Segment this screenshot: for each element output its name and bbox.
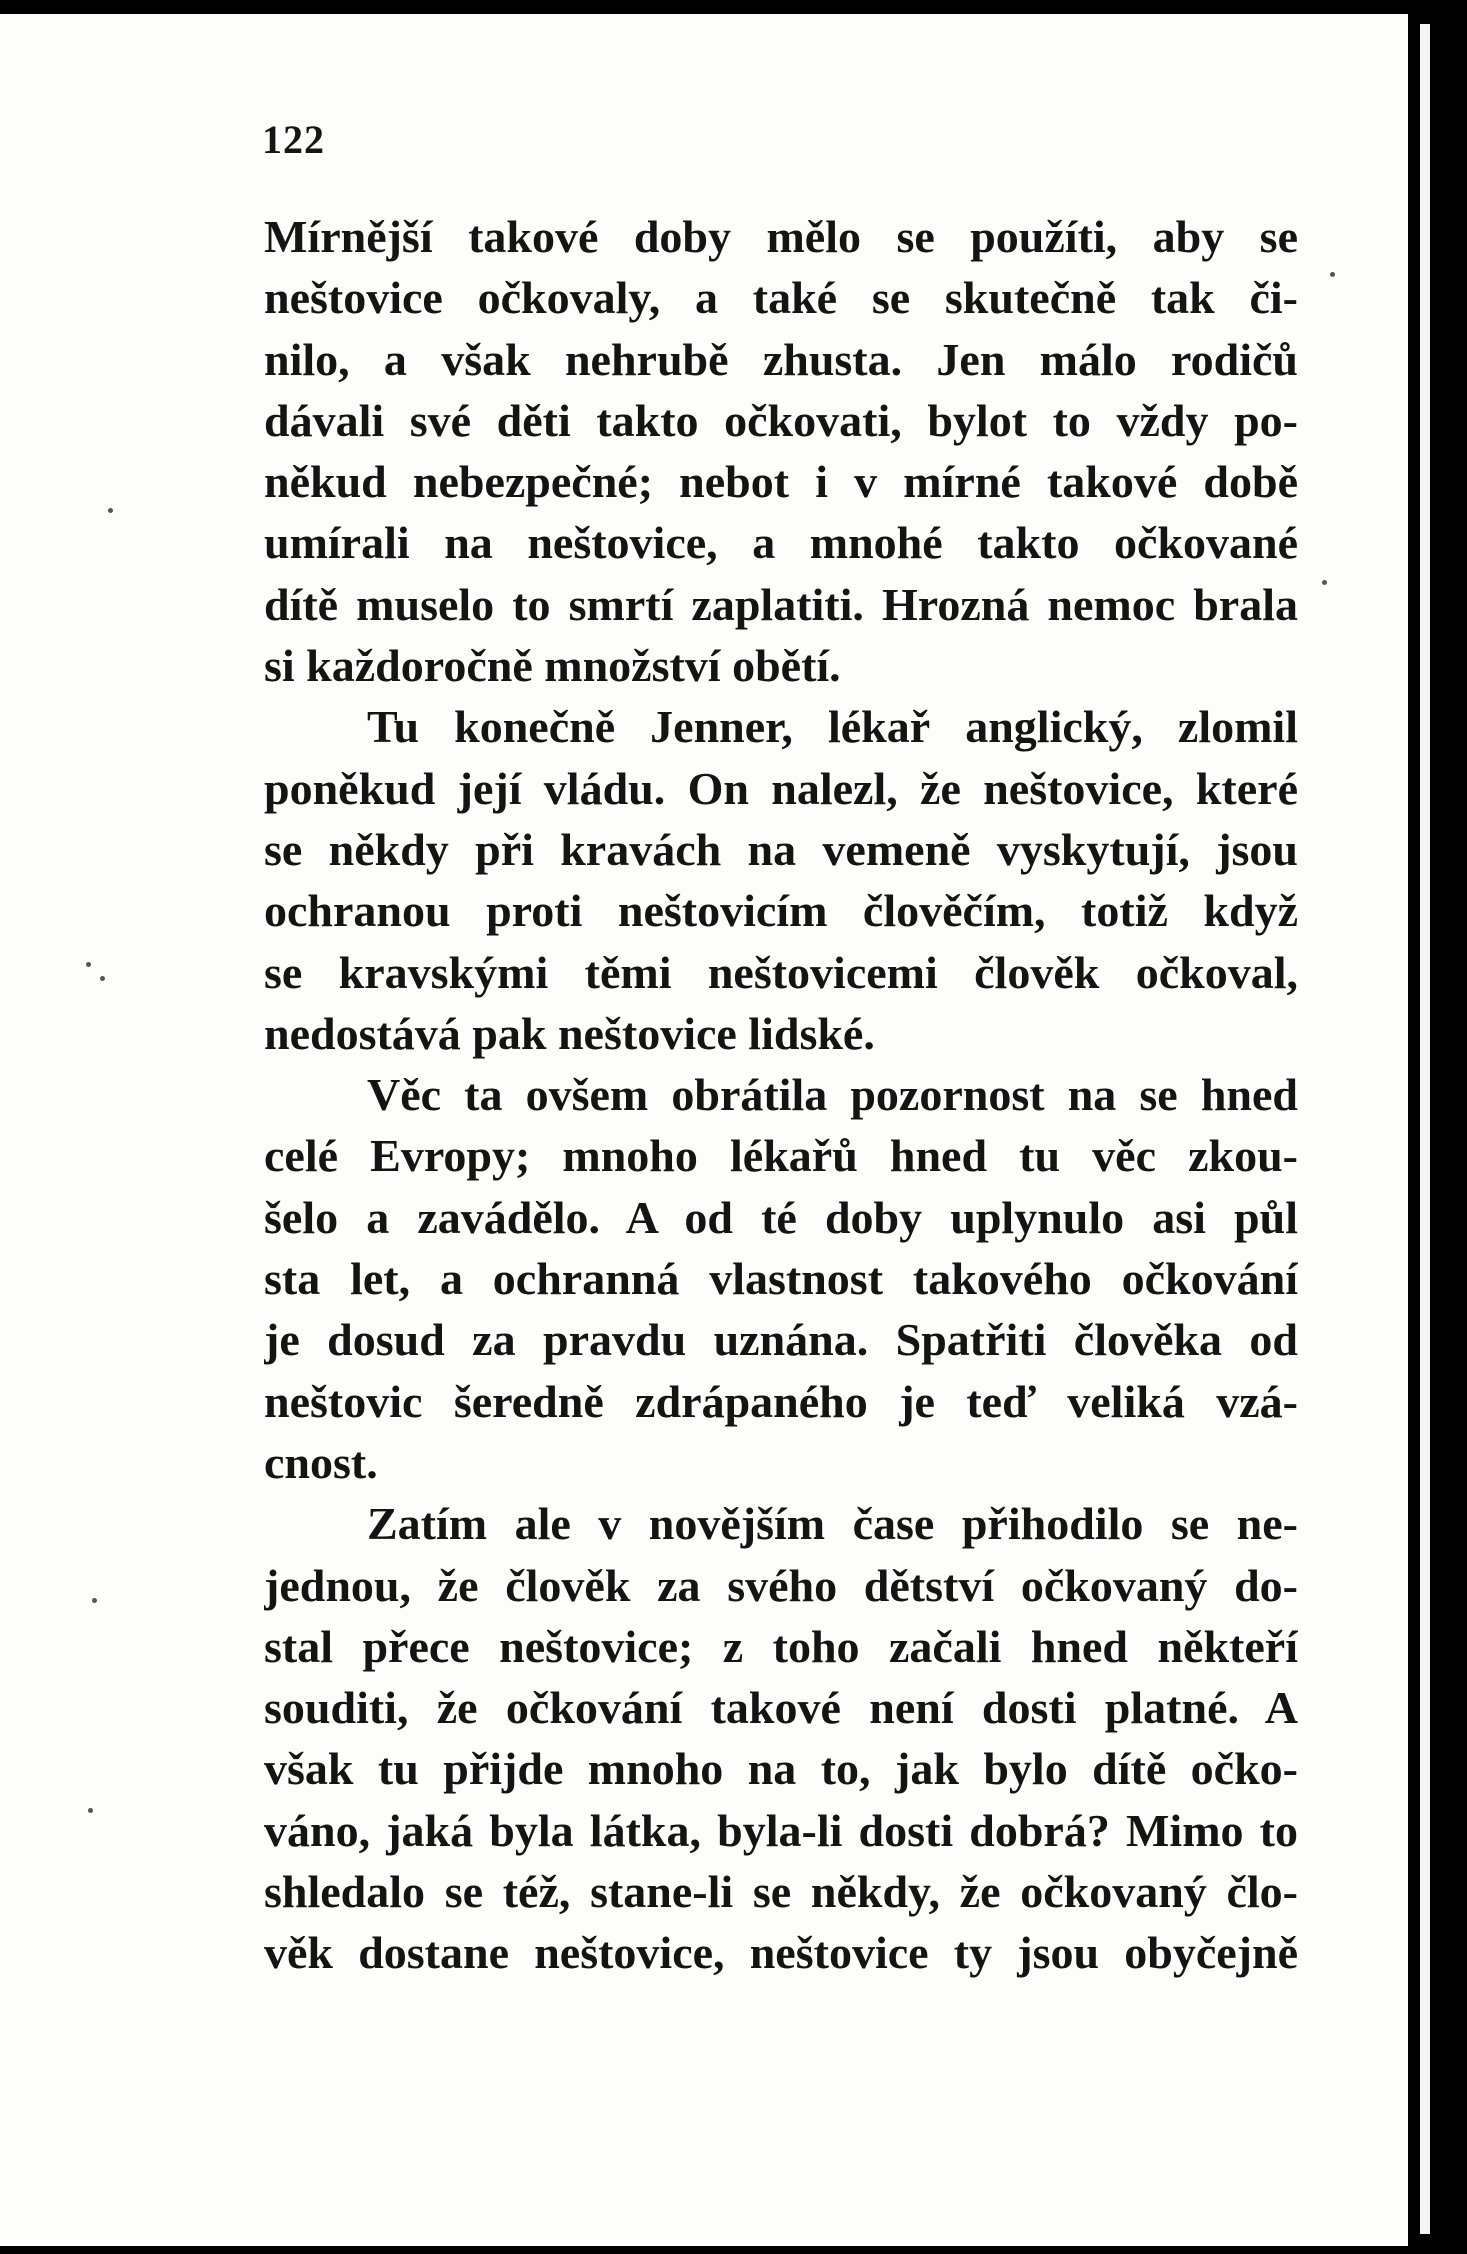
scan-edge-line	[1420, 24, 1430, 2234]
text-line: Tu konečně Jenner, lékař anglický, zlomil	[367, 701, 1298, 753]
text-line: dávali své děti takto očkovati, bylot to vždy po-	[264, 394, 1298, 446]
text-line: váno, jaká byla látka, byla-li dosti dobrá? Mimo to	[264, 1804, 1298, 1856]
paper-speck	[1330, 272, 1335, 277]
text-line: celé Evropy; mnoho lékařů hned tu věc zkou-	[264, 1130, 1298, 1182]
paper-speck	[100, 976, 105, 981]
text-line: neštovice očkovaly, a také se skutečně tak či-	[264, 272, 1298, 324]
paper-speck	[1322, 580, 1327, 585]
scan-edge	[1408, 0, 1467, 2254]
text-line: stal přece neštovice; z toho začali hned někteří	[264, 1620, 1298, 1672]
text-line: jednou, že člověk za svého dětství očkovaný do-	[264, 1559, 1298, 1611]
paper-speck	[88, 1808, 93, 1813]
paper-speck	[86, 962, 91, 967]
text-line: si každoročně množství obětí.	[264, 640, 841, 692]
text-line: je dosud za pravdu uznána. Spatřiti člověka od	[264, 1314, 1298, 1366]
text-line: šelo a zavádělo. A od té doby uplynulo asi půl	[264, 1191, 1298, 1243]
text-line: někud nebezpečné; nebot i v mírné takové době	[264, 456, 1298, 508]
text-line: ochranou proti neštovicím člověčím, totiž když	[264, 885, 1298, 937]
text-line: sta let, a ochranná vlastnost takového očkování	[264, 1253, 1298, 1305]
text-line: shledalo se též, stane-li se někdy, že očkovaný člo-	[264, 1866, 1298, 1918]
paper-speck	[108, 508, 113, 513]
text-line: Mírnější takové doby mělo se použíti, aby se	[264, 211, 1298, 262]
text-line: Zatím ale v novějším čase přihodilo se ne-	[367, 1498, 1298, 1550]
text-line: cnost.	[264, 1436, 378, 1488]
text-line: však tu přijde mnoho na to, jak bylo dítě očko-	[264, 1743, 1298, 1795]
text-line: dítě muselo to smrtí zaplatiti. Hrozná nemoc brala	[264, 578, 1298, 630]
text-line: věk dostane neštovice, neštovice ty jsou obyčejně	[264, 1927, 1298, 1979]
text-line: umírali na neštovice, a mnohé takto očkované	[264, 517, 1298, 569]
text-line: Věc ta ovšem obrátila pozornost na se hned	[367, 1069, 1298, 1121]
text-line: neštovic šeredně zdrápaného je teď veliká vzá-	[264, 1375, 1298, 1427]
book-page	[0, 14, 1408, 2246]
text-line: se někdy při kravách na vemeně vyskytují, jsou	[264, 823, 1298, 875]
page-number: 122	[262, 117, 325, 162]
text-line: nilo, a však nehrubě zhusta. Jen málo rodičů	[264, 333, 1298, 385]
text-line: poněkud její vládu. On nalezl, že neštovice, které	[264, 762, 1298, 814]
text-line: se kravskými těmi neštovicemi člověk očkoval,	[264, 946, 1298, 998]
paper-speck	[92, 1598, 97, 1603]
text-line: souditi, že očkování takové není dosti platné. A	[264, 1682, 1298, 1734]
body-text	[264, 206, 1298, 1984]
text-line: nedostává pak neštovice lidské.	[264, 1007, 875, 1059]
